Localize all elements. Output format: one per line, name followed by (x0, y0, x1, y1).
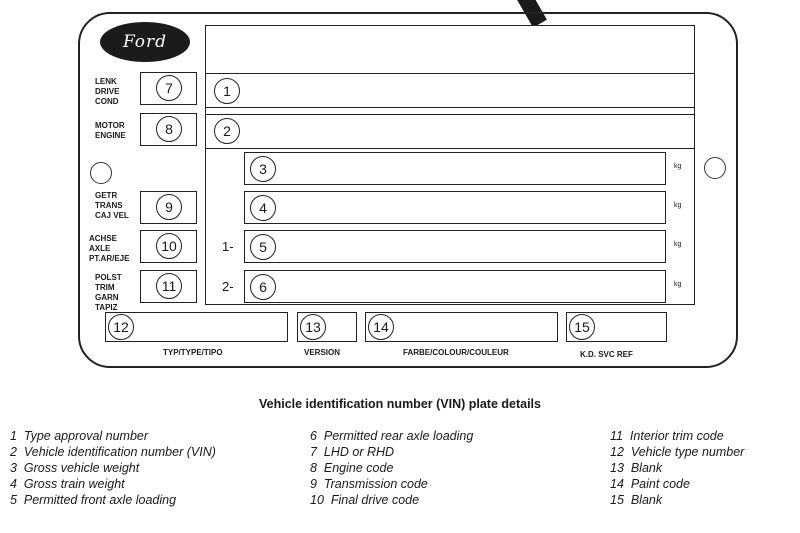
type-label: TYP/TYPE/TIPO (163, 348, 223, 357)
field-4-box (244, 191, 666, 224)
legend-column-2: 6 Permitted rear axle loading 7 LHD or RHD 8 Engine code 9 Transmission code 10 Final drive code (310, 429, 474, 507)
legend-column-3: 11 Interior trim code 12 Vehicle type number 13 Blank 14 Paint code 15 Blank (610, 429, 745, 507)
field-6-number: 6 (250, 274, 276, 300)
field-5-unit: kg (674, 241, 682, 248)
field-5-box (244, 230, 666, 263)
field-2-number: 2 (214, 118, 240, 144)
field-10-number: 10 (156, 233, 182, 259)
kd-label: K.D. SVC REF (580, 350, 633, 359)
colour-label: FARBE/COLOUR/COULEUR (403, 348, 509, 357)
field-3-unit: kg (674, 163, 682, 170)
version-label: VERSION (304, 348, 341, 357)
field-6-box (244, 270, 666, 303)
field-5-number: 5 (250, 234, 276, 260)
caption-title: Vehicle identification number (VIN) plate details (258, 397, 541, 411)
ford-logo-text: Ford (122, 32, 168, 52)
trans-label: GETR TRANS CAJ VEL (95, 191, 129, 220)
field-2-box (205, 114, 695, 149)
field-1-number: 1 (214, 78, 240, 104)
field-9-number: 9 (156, 194, 182, 220)
field-11-number: 11 (156, 273, 182, 299)
axle-label: ACHSE AXLE PT.AR/EJE (89, 234, 130, 263)
drive-label: LENK DRIVE COND (95, 77, 120, 106)
axle-2-prefix: 2- (222, 279, 234, 294)
field-13-number: 13 (300, 314, 326, 340)
axle-1-prefix: 1- (222, 239, 234, 254)
field-4-unit: kg (674, 202, 682, 209)
field-12-number: 12 (108, 314, 134, 340)
field-1-box (205, 73, 695, 108)
field-3-number: 3 (250, 156, 276, 182)
engine-label: MOTOR ENGINE (95, 121, 126, 140)
field-3-box (244, 152, 666, 185)
field-8-number: 8 (156, 116, 182, 142)
field-4-number: 4 (250, 195, 276, 221)
field-15-number: 15 (569, 314, 595, 340)
legend-column-1: 1 Type approval number 2 Vehicle identification number (VIN) 3 Gross vehicle weight 4 Gross train weight 5 Permitted front axle loading (10, 429, 216, 507)
ford-logo (100, 22, 190, 62)
field-14-number: 14 (368, 314, 394, 340)
right-mounting-hole (704, 157, 726, 179)
trim-label: POLST TRIM GARN TAPIZ (95, 273, 122, 312)
left-mounting-hole (90, 162, 112, 184)
field-7-number: 7 (156, 75, 182, 101)
field-6-unit: kg (674, 281, 682, 288)
